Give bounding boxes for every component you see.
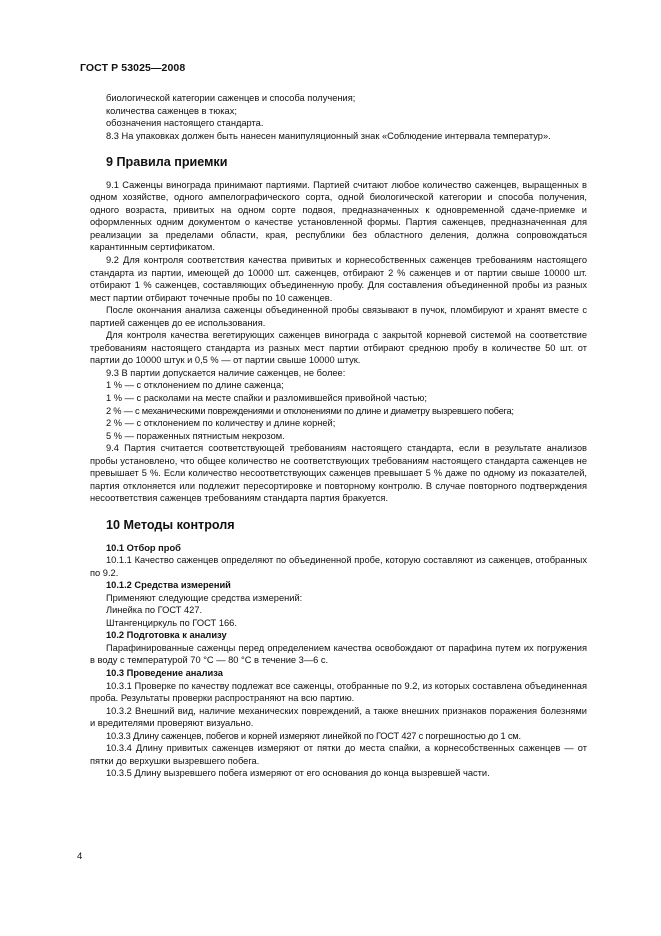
list-item: обозначения настоящего стандарта. (106, 118, 264, 129)
paragraph-10-3-5: 10.3.5 Длину вызревшего побега измеряют от его основания до конца вызревшей части. (106, 768, 490, 779)
paragraph-9-2b: После окончания анализа саженцы объединенной пробы связывают в пучок, пломбируют и хранят вместе с партией саженцев до ее использования. (90, 305, 587, 328)
document-code: ГОСТ Р 53025—2008 (80, 62, 186, 74)
paragraph-9-4: 9.4 Партия считается соответствующей требованиям настоящего стандарта, если в результате анализов пробы установлено, что общее количество не соответствующих требованиям настоящего стандарта саженцев не превышает 5 %. Если количество несоответствующих саженцев превышает 5 % даже по одному из показателей, партия отклоняется или подлежит пересортировке и повторному контролю. В случае повторного подтверждения несоответствия саженцев требованиям стандарта партия бракуется. (90, 443, 587, 504)
paragraph-10-1-1: 10.1.1 Качество саженцев определяют по объединенной пробе, которую составляют из саженцев, отобранных по 9.2. (90, 555, 587, 578)
paragraph-8-3: 8.3 На упаковках должен быть нанесен манипуляционный знак «Соблюдение интервала температур». (106, 130, 551, 141)
paragraph-10-2: Парафинированные саженцы перед определением качества освобождают от парафина путем их погружения в воду с температурой 70 °С — 80 °С в течение 3—6 с. (90, 642, 587, 666)
paragraph-9-2: 9.2 Для контроля соответствия качества привитых и корнесобственных саженцев требованиям настоящего стандарта из партии, имеющей до 10000 шт. саженцев, отбирают 2 % саженцев и от партии свыше 10000 шт. отбирают 1 % саженцев, составляющих объединенную пробу. Для составления объединенной пробы из разных мест партии отбирают точечные пробы по 10 саженцев. (90, 255, 587, 303)
tolerance-item: 1 % — с отклонением по длине саженца; (106, 380, 284, 391)
page-number: 4 (77, 851, 83, 862)
document-body (90, 92, 587, 780)
paragraph-10-3-1: 10.3.1 Проверке по качеству подлежат все саженцы, отобранные по 9.2, из которых составлена объединенная проба. Результаты проверки распространяют на всю партию. (90, 680, 587, 704)
paragraph-10-3-4: 10.3.4 Длину привитых саженцев измеряют от пятки до места спайки, а корнесобственных саженцев — от пятки до верхушки вызревшего побега. (90, 743, 587, 766)
instruments-intro: Применяют следующие средства измерений: (106, 592, 303, 603)
tolerance-item: 2 % — с отклонением по количеству и длине корней; (106, 418, 336, 429)
paragraph-10-3-3: 10.3.3 Длину саженцев, побегов и корней измеряют линейкой по ГОСТ 427 с погрешностью до 1 см. (106, 730, 521, 741)
tolerance-item: 1 % — с расколами на месте спайки и разломившейся привойной частью; (106, 393, 427, 404)
subheading-10-3: 10.3 Проведение анализа (106, 667, 223, 678)
subheading-10-2: 10.2 Подготовка к анализу (106, 630, 227, 641)
subheading-10-1-2: 10.1.2 Средства измерений (106, 580, 231, 591)
instrument-item: Линейка по ГОСТ 427. (106, 605, 203, 616)
subheading-10-1: 10.1 Отбор проб (106, 542, 181, 553)
tolerance-item: 5 % — пораженных пятнистым некрозом. (106, 430, 285, 441)
list-item: количества саженцев в тюках; (106, 105, 237, 116)
paragraph-9-1: 9.1 Саженцы винограда принимают партиями. Партией считают любое количество саженцев, выращенных в одном хозяйстве, одного ампелографического сорта, одной биологической категории и способа получения, одного возраста, привитых на одном сорте подвоя, предназначенных к одновременной сдаче-приемке и оформленных одним документом о качестве установленной формы. Партия саженцев, предназначенная для реализации за пределами области, края, республики без областного деления, должна сопровождаться карантинным сертификатом. (90, 179, 587, 253)
list-item: биологической категории саженцев и способа получения; (106, 93, 356, 103)
tolerance-item: 2 % — с механическими повреждениями и отклонениями по длине и диаметру вызревшего побега; (106, 405, 514, 416)
paragraph-9-2c: Для контроля качества вегетирующих саженцев винограда с закрытой корневой системой на соответствие требованиям настоящего стандарта из разных мест партии отбирают среднюю пробу в количестве 50 шт. от партии до 10000 штук и 0,5 % — от партии свыше 10000 штук. (90, 330, 587, 366)
paragraph-10-3-2: 10.3.2 Внешний вид, наличие механических повреждений, а также внешних признаков поражения болезнями и вредителями проверяют визуально. (90, 705, 587, 729)
instrument-item: Штангенциркуль по ГОСТ 166. (106, 617, 237, 628)
section-heading-10: 10 Методы контроля (106, 517, 235, 532)
paragraph-9-3: 9.3 В партии допускается наличие саженцев, не более: (106, 367, 346, 378)
section-heading-9: 9 Правила приемки (106, 155, 228, 170)
